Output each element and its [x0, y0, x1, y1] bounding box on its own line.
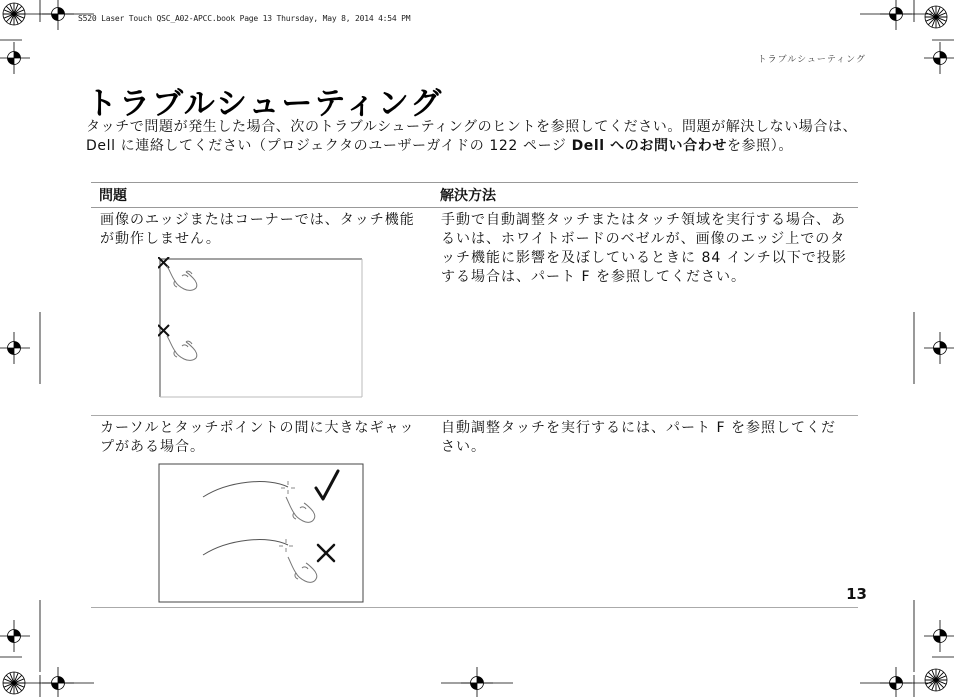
table-header-row	[91, 183, 858, 208]
cross-mark-icon	[318, 545, 334, 561]
table-row	[91, 208, 858, 416]
running-head: トラブルシューティング	[757, 55, 866, 65]
solution-text: 手動で自動調整タッチまたはタッチ領域を実行する場合、あるいは、ホワイトボードのベゼルが、画像のエッジ上でのタッチ機能に影響を及ぼしているときに 84 インチ以下で投影する場合は、パート F を参照してください。	[441, 212, 847, 285]
print-header-meta: S520 Laser Touch QSC_A02-APCC.book Page 13 Thursday, May 8, 2014 4:54 PM	[78, 14, 411, 23]
intro-link-text: Dell へのお問い合わせ	[571, 138, 727, 154]
cursor-gap-illustration	[158, 463, 364, 603]
problem-cell	[91, 416, 432, 608]
pointing-hand-icon	[288, 557, 317, 582]
pointing-hand-icon	[167, 266, 197, 290]
pointing-hand-icon	[286, 497, 315, 522]
edge-touch-illustration	[158, 257, 364, 399]
column-header-problem: 問題	[91, 183, 432, 208]
column-header-solution: 解決方法	[432, 183, 858, 208]
problem-text: 画像のエッジまたはコーナーでは、タッチ機能が動作しません。	[100, 212, 415, 247]
intro-text: タッチで問題が発生した場合、次のトラブルシューティングのヒントを参照してください。問題が解決しない場合は、Dell に連絡してください（プロジェクタのユーザーガイドの 122 ページ	[86, 119, 858, 154]
solution-text: 自動調整タッチを実行するには、パート F を参照してください。	[441, 420, 836, 455]
page-title: トラブルシューティング	[86, 86, 444, 122]
solution-cell	[432, 208, 858, 416]
cursor-crosshair-icon	[281, 481, 295, 494]
problem-cell	[91, 208, 432, 416]
table-row	[91, 416, 858, 608]
intro-text-end: を参照）。	[726, 138, 793, 154]
page-number: 13	[846, 585, 867, 603]
solution-cell	[432, 416, 858, 608]
troubleshooting-table	[91, 182, 858, 608]
checkmark-icon	[316, 471, 338, 499]
pointing-hand-icon	[167, 336, 197, 360]
problem-text: カーソルとタッチポイントの間に大きなギャップがある場合。	[100, 420, 415, 455]
intro-paragraph	[86, 118, 866, 156]
cursor-crosshair-icon	[279, 539, 293, 552]
